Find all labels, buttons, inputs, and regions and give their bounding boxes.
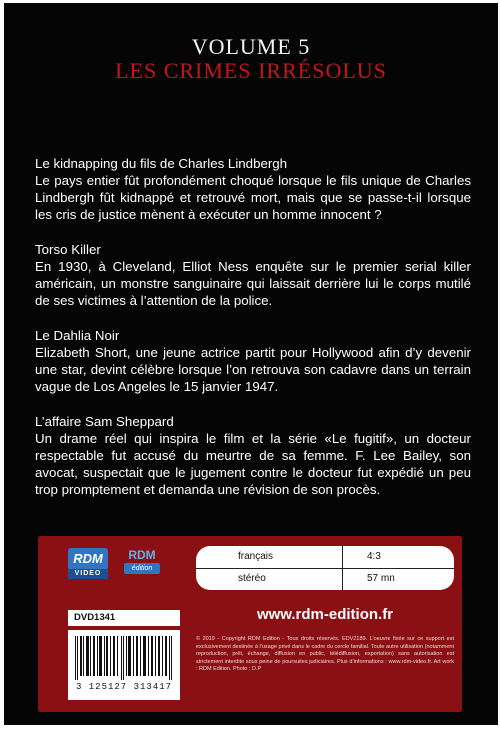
- dvd-back-cover: [4, 3, 498, 725]
- story-title: L’affaire Sam Sheppard: [35, 414, 174, 429]
- episode-descriptions: [35, 155, 471, 516]
- barcode: [68, 630, 180, 700]
- cover-title-block: [4, 35, 498, 83]
- technical-specs-box: [196, 546, 454, 590]
- volume-title: VOLUME 5: [191, 34, 311, 59]
- spec-duration: 57 mn: [367, 573, 395, 584]
- barcode-bars-icon: [73, 636, 175, 680]
- series-subtitle: LES CRIMES IRRÉSOLUS: [115, 58, 387, 83]
- specs-row: [196, 546, 454, 568]
- story-block: [35, 241, 471, 309]
- story-title: Le kidnapping du fils de Charles Lindbergh: [35, 156, 288, 171]
- spec-language: français: [238, 551, 274, 562]
- rdm-edition-logo-caption: édition: [124, 563, 160, 574]
- catalog-code: DVD1341: [68, 610, 180, 626]
- rdm-video-logo-caption: VIDEO: [68, 569, 108, 579]
- barcode-number: 3 125127 313417: [75, 682, 172, 692]
- spec-aspect-ratio: 4:3: [367, 551, 381, 562]
- story-text: Un drame réel qui inspira le film et la série «Le fugitif», un docteur respectable fut accusé du meurtre de sa femme. F. Lee Bailey, son avocat, suspectait que le jugement contre le docteur fut expédié un peu trop promptement et demanda une révision de son procès.: [35, 431, 471, 497]
- story-text: Le pays entier fût profondément choqué lorsque le fils unique de Charles Lindbergh fût kidnappé et retrouvé mort, mais que se passe-t-il lorsque les cris de justice mènent à exécuter un homme innocent ?: [35, 173, 471, 222]
- story-text: En 1930, à Cleveland, Elliot Ness enquête sur le premier serial killer américain, un monstre sanguinaire qui laissait derrière lui le corps mutilé de ses victimes à l’attention de la police.: [35, 259, 471, 308]
- rdm-edition-logo: RDM: [128, 548, 156, 562]
- story-title: Le Dahlia Noir: [35, 328, 120, 343]
- story-block: [35, 155, 471, 223]
- rdm-video-logo: RDM: [68, 548, 108, 570]
- website-url: www.rdm-edition.fr: [256, 606, 394, 623]
- story-title: Torso Killer: [35, 242, 101, 257]
- story-text: Elizabeth Short, une jeune actrice partit pour Hollywood afin d’y devenir une star, devint célèbre lorsque l’on retrouva son cadavre dans un terrain vague de Los Angeles le 15 janvier 1947.: [35, 345, 471, 394]
- legal-notice: © 2019 - Copyright RDM Edition - Tous droits réservés. EDV2189. L’oeuvre fixée sur ce support est exclusivement destinée à l’usage privé dans le cadre du cercle familial. Toute autre utilisation (notamment reproduction, prêt, échange, diffusion en public, télédiffusion, exportation) sans autorisation est strictement interdite sous peine de poursuites judiciaires. Plus d’informations : www.rdm-video.fr. Art work : RDM Edition. Photo : D.P: [196, 636, 454, 672]
- spec-audio: stéréo: [238, 573, 266, 584]
- story-block: [35, 413, 471, 498]
- specs-row: [196, 568, 454, 590]
- story-block: [35, 327, 471, 395]
- info-panel: [38, 536, 462, 712]
